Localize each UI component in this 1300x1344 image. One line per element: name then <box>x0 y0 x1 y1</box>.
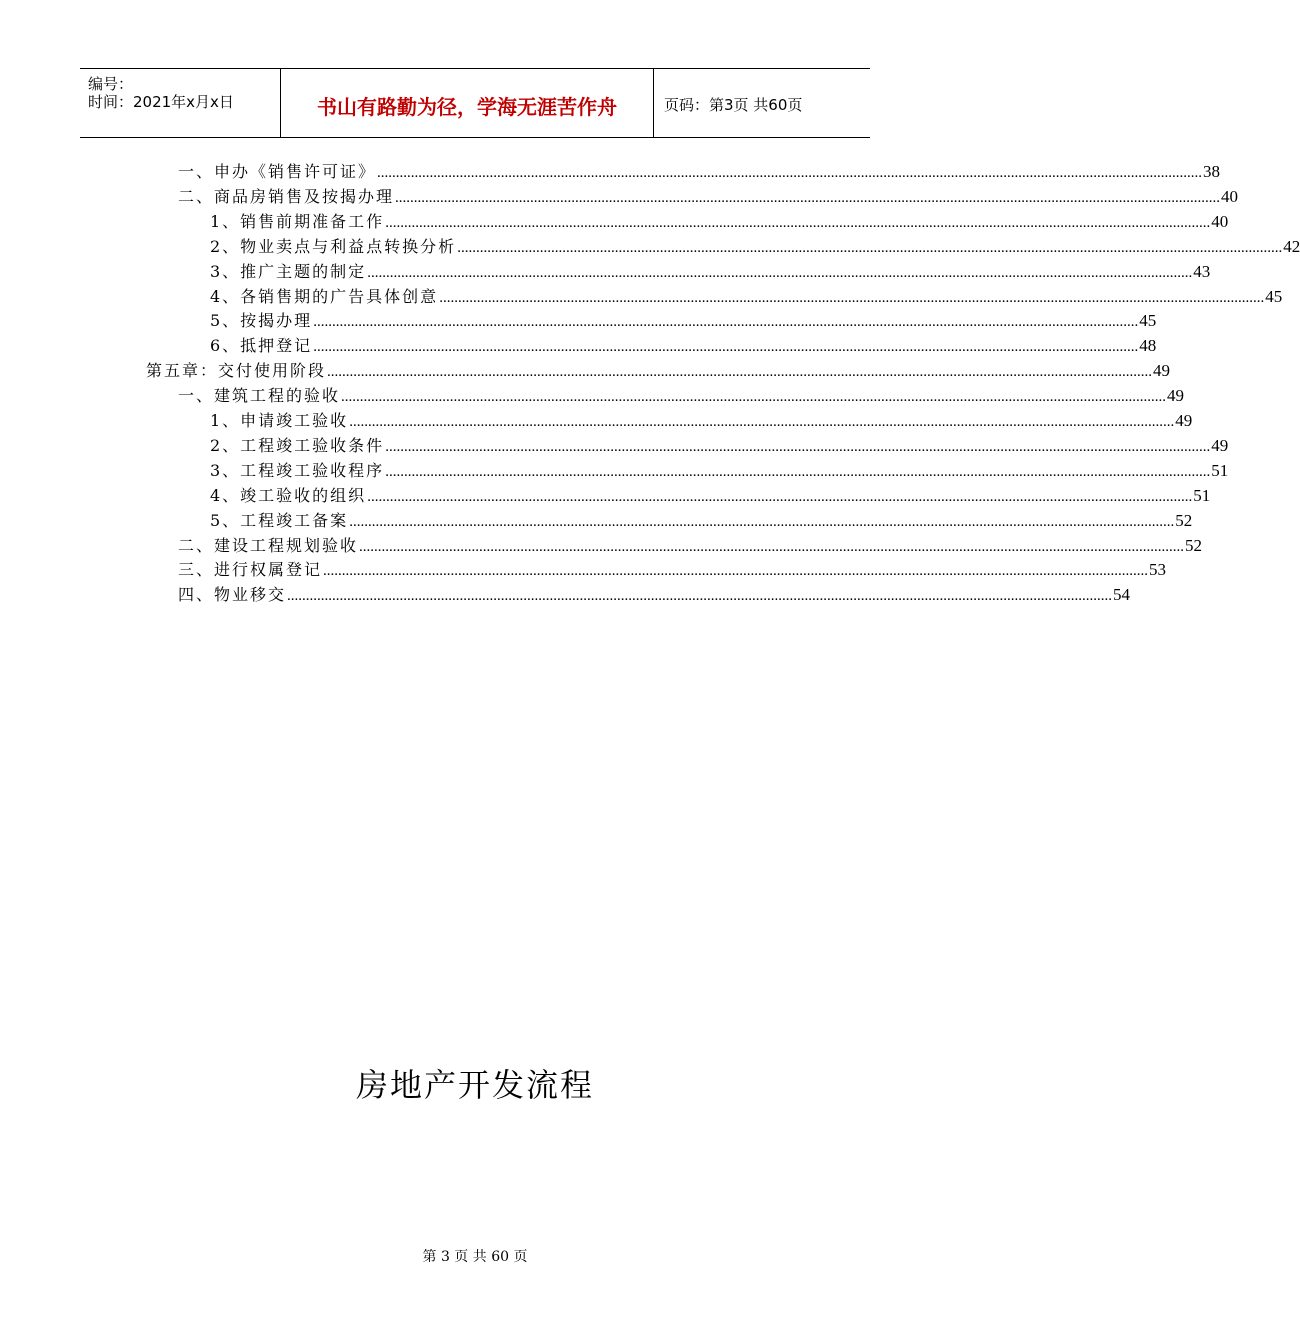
document-title: 房地产开发流程 <box>355 1066 594 1104</box>
toc-entry-page: 52 <box>1175 510 1193 530</box>
toc-entry-page: 53 <box>1149 560 1167 580</box>
toc-leader-dots: ............................................................................................................................................................................................................................ <box>349 513 1175 530</box>
toc-entry-page: 40 <box>1211 211 1229 231</box>
toc-entry[interactable] <box>210 334 1157 358</box>
header-info-cell <box>80 69 281 137</box>
toc-entry[interactable] <box>210 309 1157 333</box>
toc-entry-page: 49 <box>1167 386 1185 406</box>
toc-leader-dots: ............................................................................................................................................................................................................................ <box>359 538 1185 555</box>
toc-entry-title: 5、按揭办理 <box>210 311 313 331</box>
toc-entry[interactable] <box>210 235 1300 259</box>
toc-leader-dots: ............................................................................................................................................................................................................................ <box>327 364 1153 381</box>
toc-entry[interactable] <box>210 285 1283 309</box>
toc-entry-title: 三、进行权属登记 <box>178 560 323 580</box>
toc-entry-title: 第五章：交付使用阶段 <box>146 361 327 381</box>
toc-entry-page: 45 <box>1139 311 1157 331</box>
toc-entry-page: 42 <box>1283 236 1300 256</box>
toc-entry[interactable] <box>178 534 1203 558</box>
toc-entry[interactable] <box>146 359 1171 383</box>
toc-entry-page: 52 <box>1185 535 1203 555</box>
toc-entry[interactable] <box>210 260 1211 284</box>
document-number-label: 编号： <box>88 75 134 93</box>
toc-entry-page: 38 <box>1203 162 1221 181</box>
toc-entry-page: 51 <box>1211 460 1229 480</box>
toc-leader-dots: ............................................................................................................................................................................................................................ <box>377 165 1203 181</box>
toc-entry-title: 二、商品房销售及按揭办理 <box>178 186 395 206</box>
toc-entry-title: 1、销售前期准备工作 <box>210 211 385 231</box>
toc-entry[interactable] <box>178 583 1131 607</box>
toc-leader-dots: ............................................................................................................................................................................................................................ <box>349 414 1175 430</box>
toc-entry-page: 43 <box>1193 261 1211 281</box>
toc-entry-page: 54 <box>1113 585 1131 605</box>
toc-entry-page: 49 <box>1153 361 1171 381</box>
toc-entry-title: 一、申办《销售许可证》 <box>178 162 377 181</box>
toc-entry[interactable] <box>178 558 1167 582</box>
toc-leader-dots: ............................................................................................................................................................................................................................ <box>367 488 1193 505</box>
toc-entry[interactable] <box>210 409 1193 433</box>
toc-entry-page: 48 <box>1139 336 1157 356</box>
toc-entry-page: 49 <box>1175 411 1193 430</box>
toc-entry[interactable] <box>210 210 1229 234</box>
toc-entry-title: 2、工程竣工验收条件 <box>210 435 385 455</box>
toc-entry[interactable] <box>178 160 1221 184</box>
toc-entry-title: 3、工程竣工验收程序 <box>210 460 385 480</box>
toc-leader-dots: ............................................................................................................................................................................................................................ <box>385 438 1211 455</box>
toc-entry-page: 51 <box>1193 485 1211 505</box>
toc-entry-title: 一、建筑工程的验收 <box>178 386 341 406</box>
toc-entry-title: 6、抵押登记 <box>210 336 313 356</box>
toc-entry-title: 四、物业移交 <box>178 585 287 605</box>
toc-leader-dots: ............................................................................................................................................................................................................................ <box>395 189 1221 206</box>
toc-entry-title: 2、物业卖点与利益点转换分析 <box>210 236 457 256</box>
toc-entry-title: 5、工程竣工备案 <box>210 510 349 530</box>
toc-leader-dots: ............................................................................................................................................................................................................................ <box>287 588 1113 605</box>
toc-entry-title: 1、申请竣工验收 <box>210 411 349 430</box>
toc-leader-dots: ............................................................................................................................................................................................................................ <box>385 463 1211 480</box>
toc-entry[interactable] <box>178 185 1239 209</box>
toc-entry-page: 45 <box>1265 286 1283 306</box>
page-header <box>80 68 870 138</box>
toc-entry[interactable] <box>210 484 1211 508</box>
toc-entry-page: 49 <box>1211 435 1229 455</box>
toc-leader-dots: ............................................................................................................................................................................................................................ <box>313 339 1139 356</box>
toc-entry[interactable] <box>210 509 1193 533</box>
toc-leader-dots: ............................................................................................................................................................................................................................ <box>341 389 1167 406</box>
toc-leader-dots: ............................................................................................................................................................................................................................ <box>367 264 1193 281</box>
toc-leader-dots: ............................................................................................................................................................................................................................ <box>313 314 1139 331</box>
toc-entry[interactable] <box>210 434 1229 458</box>
toc-leader-dots: ............................................................................................................................................................................................................................ <box>323 563 1149 580</box>
toc-entry[interactable] <box>178 384 1185 408</box>
page-footer: 第 3 页 共 60 页 <box>422 1249 528 1265</box>
toc-entry-title: 4、各销售期的广告具体创意 <box>210 286 439 306</box>
header-page-label: 页码：第3页 共60页 <box>664 96 803 114</box>
toc-entry-title: 4、竣工验收的组织 <box>210 485 367 505</box>
header-motto-cell <box>281 69 654 137</box>
toc-entry-page: 40 <box>1221 186 1239 206</box>
toc-leader-dots: ............................................................................................................................................................................................................................ <box>457 239 1283 256</box>
header-page-cell <box>654 69 870 137</box>
toc-entry[interactable] <box>210 459 1229 483</box>
toc-entry-title: 二、建设工程规划验收 <box>178 535 359 555</box>
toc-leader-dots: ............................................................................................................................................................................................................................ <box>385 214 1211 231</box>
toc-leader-dots: ............................................................................................................................................................................................................................ <box>439 289 1265 306</box>
header-motto: 书山有路勤为径，学海无涯苦作舟 <box>317 95 617 119</box>
toc-entry-title: 3、推广主题的制定 <box>210 261 367 281</box>
document-time-label: 时间：2021年x月x日 <box>88 93 234 111</box>
